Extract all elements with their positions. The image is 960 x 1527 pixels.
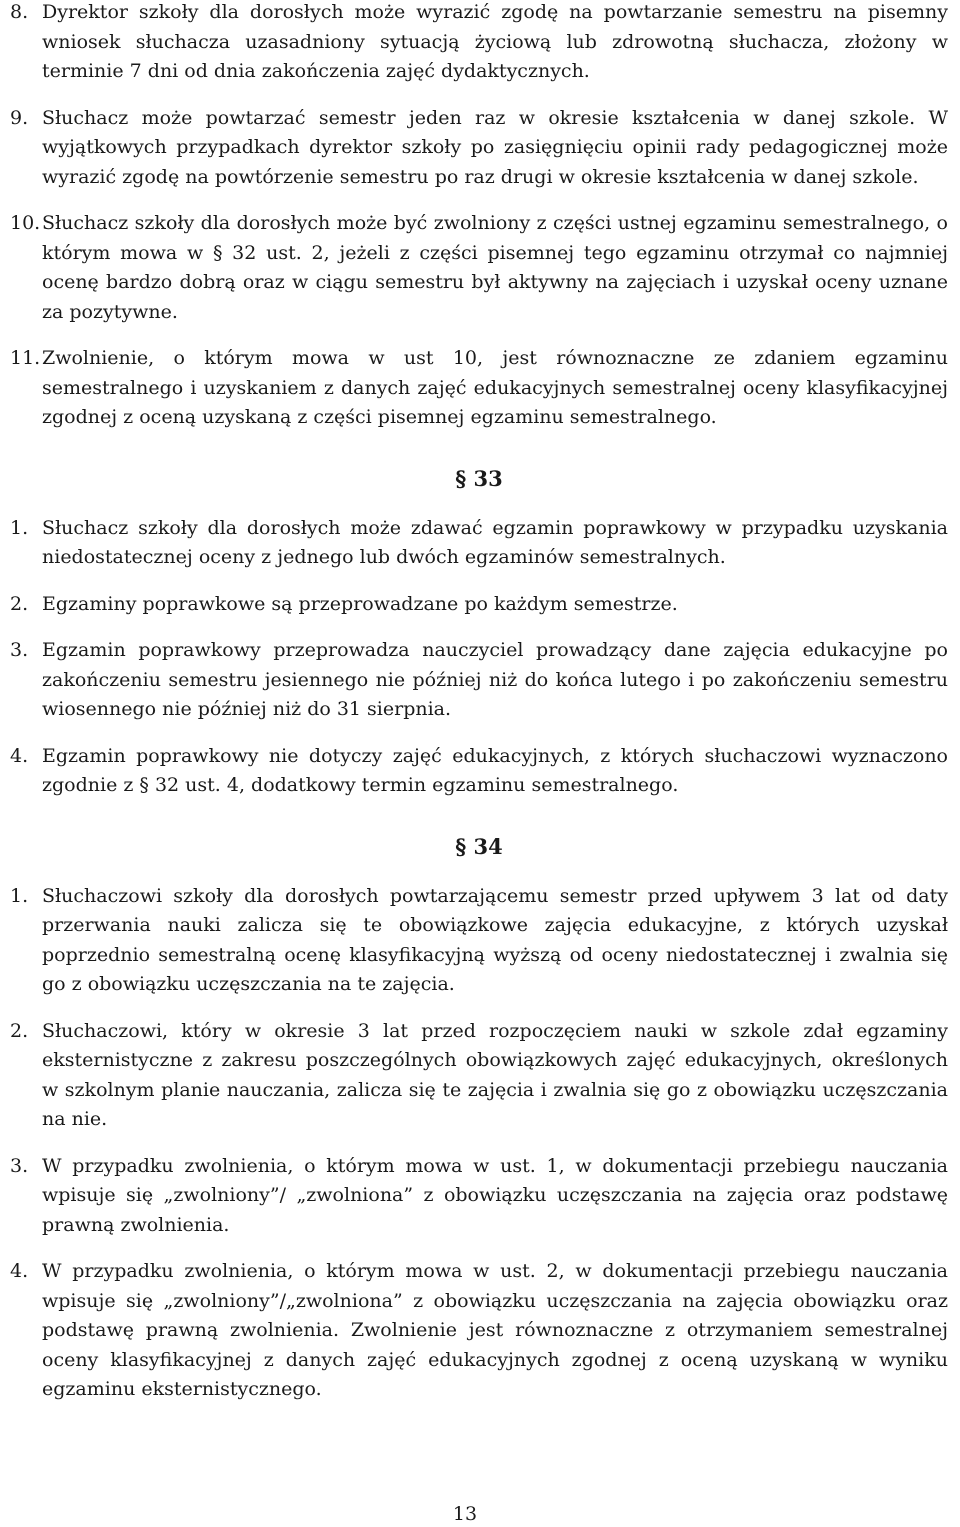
page-number: 13 [452, 1503, 478, 1525]
item-text: W przypadku zwolnienia, o którym mowa w ust. 1, w dokumentacji przebiegu nauczania wpisuje się „zwolniony”/ „zwolniona” z obowiązku uczęszczania na zajęcia oraz podstawę prawną zwolnienia. [42, 1154, 948, 1236]
item-number: 8. [10, 1, 29, 23]
list-item [10, 1257, 948, 1405]
item-text: Słuchaczowi szkoły dla dorosłych powtarzającemu semestr przed upływem 3 lat od daty przerwania nauki zalicza się te obowiązkowe zajęcia edukacyjne, z których uzyskał poprzednio semestralną ocenę klasyfikacyjną wyższą od oceny niedostatecznej i zwalnia się go z obowiązku uczęszczania na te zajęcia. [42, 884, 948, 995]
item-number: 4. [10, 744, 29, 767]
list-item [10, 882, 948, 1000]
item-number: 2. [10, 592, 29, 615]
item-number: 11. [10, 347, 41, 369]
item-text: Słuchaczowi, który w okresie 3 lat przed rozpoczęciem nauki w szkole zdał egzaminy eksternistyczne z zakresu poszczególnych obowiązkowych zajęć edukacyjnych, określonych w szkolnym planie nauczania, zalicza się te zajęcia i zwalnia się go z obowiązku uczęszczania na nie. [42, 1019, 948, 1130]
item-text: W przypadku zwolnienia, o którym mowa w ust. 2, w dokumentacji przebiegu nauczania wpisuje się „zwolniony”/„zwolniona” z obowiązku uczęszczania na zajęcia obowiązku oraz podstawę prawną zwolnienia. Zwolnienie jest równoznaczne z otrzymaniem semestralnej oceny klasyfikacyjnej z danych zajęć edukacyjnych zgodnej z oceną uzyskaną w wyniku egzaminu eksternistycznego. [42, 1260, 948, 1400]
section-32-continuation [10, 0, 948, 433]
item-number: 9. [10, 106, 29, 129]
item-number: 2. [10, 1019, 29, 1042]
item-number: 3. [10, 1154, 29, 1177]
list-item [10, 742, 948, 801]
item-text: Egzamin poprawkowy przeprowadza nauczyciel prowadzący dane zajęcia edukacyjne po zakończeniu semestru jesiennego nie później niż do końca lutego i po zakończeniu semestru wiosennego nie później niż do 31 sierpnia. [42, 639, 948, 720]
section-34 [10, 830, 948, 1405]
list-item [10, 514, 948, 573]
item-number: 1. [10, 516, 29, 539]
item-text: Zwolnienie, o którym mowa w ust 10, jest równoznaczne ze zdaniem egzaminu semestralnego i uzyskaniem z danych zajęć edukacyjnych semestralnej oceny klasyfikacyjnej zgodnej z oceną uzyskaną z części pisemnej egzaminu semestralnego. [42, 347, 948, 428]
list-item [10, 0, 948, 87]
list-item [10, 1017, 948, 1135]
item-text: Egzamin poprawkowy nie dotyczy zajęć edukacyjnych, z których słuchaczowi wyznaczono zgodnie z § 32 ust. 4, dodatkowy termin egzaminu semestralnego. [42, 744, 948, 796]
item-number: 4. [10, 1260, 29, 1282]
list-item [10, 209, 948, 327]
section-33 [10, 462, 948, 801]
item-text: Słuchacz szkoły dla dorosłych może zdawać egzamin poprawkowy w przypadku uzyskania niedostatecznej oceny z jednego lub dwóch egzaminów semestralnych. [42, 516, 948, 568]
list-item [10, 636, 948, 725]
list-item [10, 590, 948, 620]
item-text: Egzaminy poprawkowe są przeprowadzane po każdym semestrze. [42, 592, 678, 615]
section-heading: § 33 [455, 465, 503, 491]
item-text: Dyrektor szkoły dla dorosłych może wyrazić zgodę na powtarzanie semestru na pisemny wniosek słuchacza uzasadniony sytuacją życiową lub zdrowotną słuchacza, złożony w terminie 7 dni od dnia zakończenia zajęć dydaktycznych. [42, 1, 948, 82]
item-text: Słuchacz szkoły dla dorosłych może być zwolniony z części ustnej egzaminu semestralnego, o którym mowa w § 32 ust. 2, jeżeli z części pisemnej tego egzaminu otrzymał co najmniej ocenę bardzo dobrą oraz w ciągu semestru był aktywny na zajęciach i uzyskał oceny uznane za pozytywne. [42, 212, 948, 323]
list-item [10, 344, 948, 433]
item-text: Słuchacz może powtarzać semestr jeden raz w okresie kształcenia w danej szkole. W wyjątkowych przypadkach dyrektor szkoły po zasięgnięciu opinii rady pedagogicznej może wyrazić zgodę na powtórzenie semestru po raz drugi w okresie kształcenia w danej szkole. [42, 106, 948, 188]
item-number: 1. [10, 884, 29, 907]
item-number: 10. [10, 212, 41, 234]
item-number: 3. [10, 639, 29, 661]
list-item [10, 1152, 948, 1241]
document-page [10, 0, 948, 1405]
section-heading: § 34 [455, 833, 503, 859]
list-item [10, 104, 948, 193]
